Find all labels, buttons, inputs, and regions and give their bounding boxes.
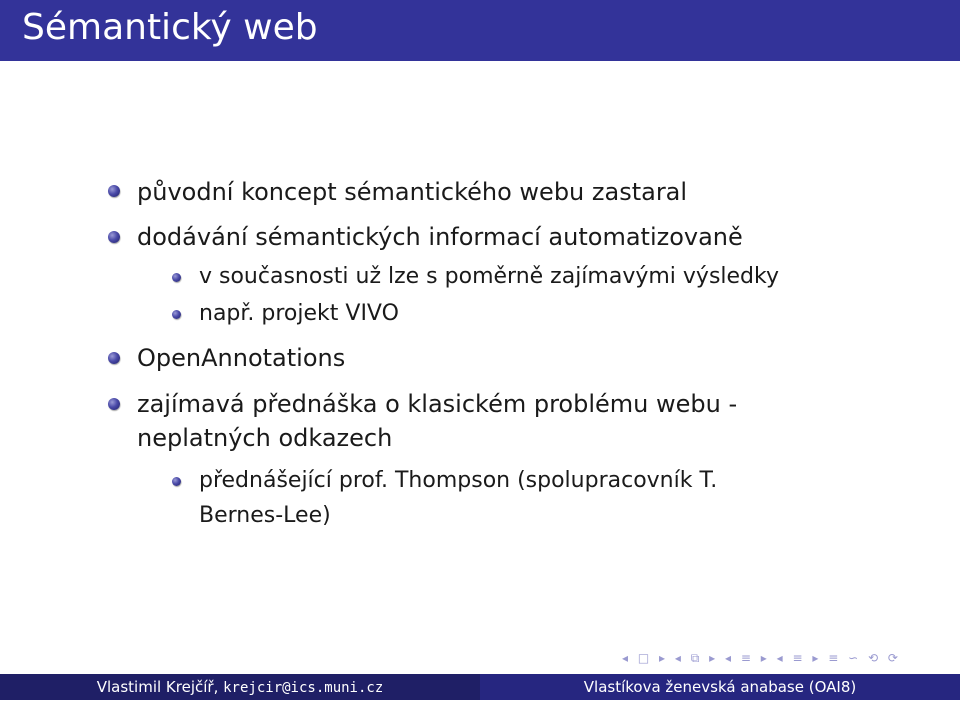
sub-bullet-icon <box>172 310 181 319</box>
sub-list-item-line2: Bernes-Lee) <box>199 503 331 528</box>
nav-prev-frame-icon[interactable]: ◂ <box>622 651 630 665</box>
list-item: OpenAnnotations <box>137 344 346 372</box>
list-item-line2: neplatných odkazech <box>137 424 393 452</box>
footer-event: Vlastíkova ženevská anabase (OAI8) <box>583 678 857 696</box>
nav-back-icon[interactable]: ⟲ <box>868 651 880 665</box>
nav-prev-part-icon[interactable]: ◂ <box>776 651 784 665</box>
bullet-icon <box>108 352 120 364</box>
bullet-icon <box>108 398 120 410</box>
nav-next-subsection-icon[interactable]: ▸ <box>709 651 717 665</box>
footer-author-box <box>0 674 480 700</box>
bullet-icon <box>108 231 120 243</box>
sub-list-item-line1: přednášející prof. Thompson (spolupracovník T. <box>199 468 718 493</box>
sub-list-item: v současnosti už lze s poměrně zajímavými výsledky <box>199 264 779 289</box>
nav-prev-subsection-icon[interactable]: ◂ <box>674 651 682 665</box>
sub-bullet-icon <box>172 477 181 486</box>
nav-toc-icon[interactable]: ≡ <box>828 651 840 665</box>
list-item-line1: zajímavá přednáška o klasickém problému webu - <box>137 390 738 418</box>
footer-event-box <box>480 674 960 700</box>
nav-section-icon[interactable]: ≡ <box>740 651 752 665</box>
nav-part-icon[interactable]: ≡ <box>792 651 804 665</box>
slide-footer <box>0 674 960 700</box>
nav-next-part-icon[interactable]: ▸ <box>812 651 820 665</box>
footer-author: Vlastimil Krejčíř, <box>96 678 219 696</box>
beamer-navigation <box>622 651 903 667</box>
nav-search-icon[interactable]: ∽ <box>848 651 860 665</box>
slide-title: Sémantický web <box>22 7 318 48</box>
bullet-icon <box>108 185 120 197</box>
nav-prev-section-icon[interactable]: ◂ <box>725 651 733 665</box>
nav-forward-icon[interactable]: ⟳ <box>887 651 899 665</box>
list-item: dodávání sémantických informací automatizovaně <box>137 223 743 251</box>
list-item: původní koncept sémantického webu zastaral <box>137 178 688 206</box>
sub-list-item: např. projekt VIVO <box>199 301 399 326</box>
footer-email: krejcir@ics.muni.cz <box>223 680 384 696</box>
nav-subsection-icon[interactable]: ⧉ <box>690 651 701 665</box>
nav-next-section-icon[interactable]: ▸ <box>760 651 768 665</box>
sub-bullet-icon <box>172 273 181 282</box>
nav-frame-icon[interactable]: □ <box>637 651 651 665</box>
nav-next-frame-icon[interactable]: ▸ <box>659 651 667 665</box>
